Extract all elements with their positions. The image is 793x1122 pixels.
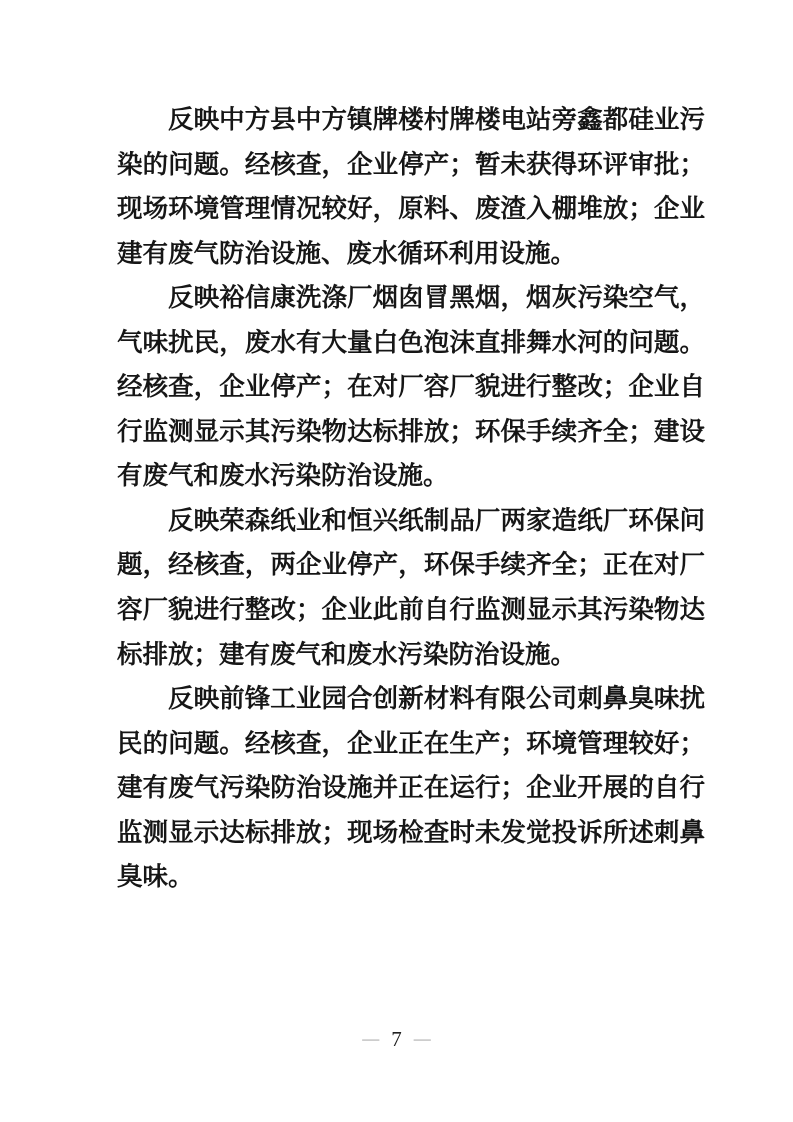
paragraph: 反映前锋工业园合创新材料有限公司刺鼻臭味扰民的问题。经核查，企业正在生产；环境管理较好；建有废气污染防治设施并正在运行；企业开展的自行监测显示达标排放；现场检查时未发觉投诉所述刺鼻臭味。	[117, 684, 705, 892]
paragraph: 反映中方县中方镇牌楼村牌楼电站旁鑫都硅业污染的问题。经核查，企业停产；暂未获得环评审批；现场环境管理情况较好，原料、废渣入棚堆放；企业建有废气防治设施、废水循环利用设施。	[117, 105, 705, 268]
paragraph: 反映裕信康洗涤厂烟囱冒黑烟，烟灰污染空气，气味扰民，废水有大量白色泡沫直排舞水河的问题。经核查，企业停产；在对厂容厂貌进行整改；企业自行监测显示其污染物达标排放；环保手续齐全；建设有废气和废水污染防治设施。	[117, 283, 705, 491]
page-number-dash-left: —	[362, 1029, 380, 1048]
page-number: 7	[391, 1027, 402, 1051]
document-body	[117, 98, 705, 900]
page-number-dash-right: —	[413, 1029, 431, 1048]
page-footer	[0, 1026, 793, 1054]
paragraph: 反映荣森纸业和恒兴纸制品厂两家造纸厂环保问题，经核查，两企业停产，环保手续齐全；正在对厂容厂貌进行整改；企业此前自行监测显示其污染物达标排放；建有废气和废水污染防治设施。	[117, 505, 705, 669]
